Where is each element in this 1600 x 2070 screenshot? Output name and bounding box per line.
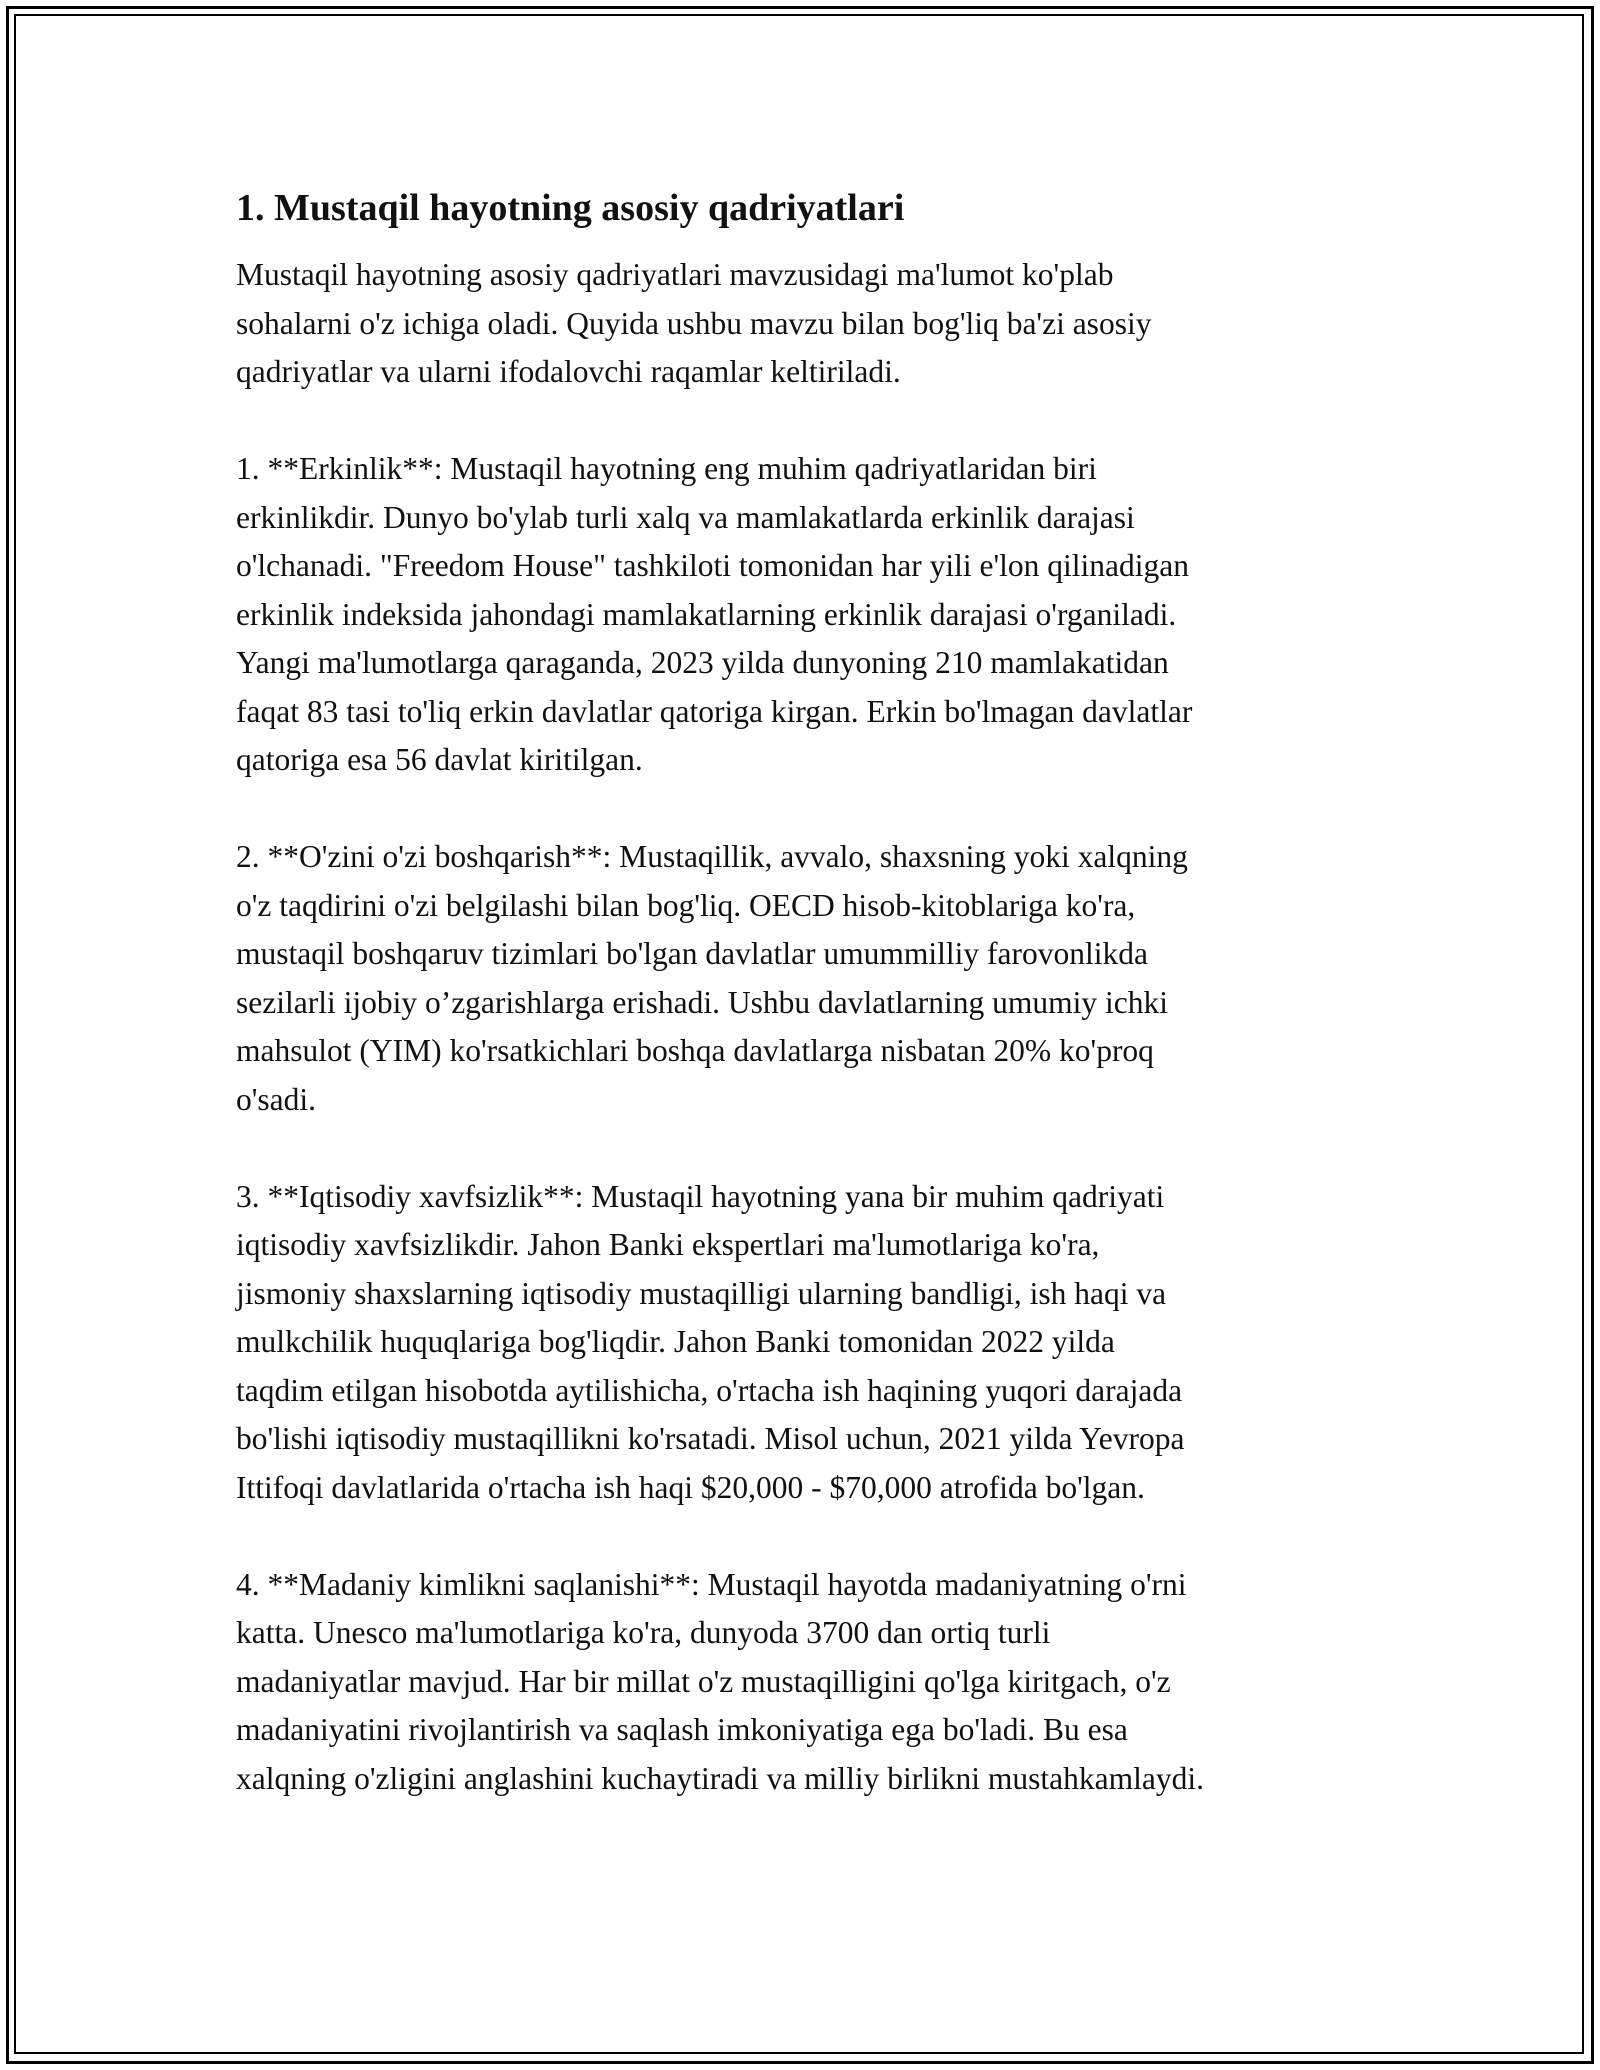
paragraph-erkinlik: 1. **Erkinlik**: Mustaqil hayotning eng muhim qadriyatlaridan biri erkinlikdir. Dunyo bo'ylab turli xalq va mamlakatlarda erkinlik darajasi o'lchanadi. "Freedom House" tashkiloti tomonidan har yili e'lon qilinadigan erkinlik indeksida jahondagi mamlakatlarning erkinlik darajasi o'rganiladi. Yangi ma'lumotlarga qaraganda, 2023 yilda dunyoning 210 mamlakatidan faqat 83 tasi to'liq erkin davlatlar qatoriga kirgan. Erkin bo'lmagan davlatlar qatoriga esa 56 davlat kiritilgan. [236,451,1193,777]
paragraph-intro: Mustaqil hayotning asosiy qadriyatlari mavzusidagi ma'lumot ko'plab sohalarni o'z ichiga oladi. Quyida ushbu mavzu bilan bog'liq ba'zi asosiy qadriyatlar va ularni ifodalovchi raqamlar keltiriladi. [236,257,1152,389]
document-body [236,185,1416,1803]
document-title: 1. Mustaqil hayotning asosiy qadriyatlari [236,187,905,229]
paragraph-ozini-ozi-boshqarish: 2. **O'zini o'zi boshqarish**: Mustaqillik, avvalo, shaxsning yoki xalqning o'z taqdirini o'zi belgilashi bilan bog'liq. OECD hisob-kitoblariga ko'ra, mustaqil boshqaruv tizimlari bo'lgan davlatlar umummilliy farovonlikda sezilarli ijobiy o’zgarishlarga erishadi. Ushbu davlatlarning umumiy ichki mahsulot (YIM) ko'rsatkichlari boshqa davlatlarga nisbatan 20% ko'proq o'sadi. [236,839,1188,1117]
paragraph-iqtisodiy-xavfsizlik: 3. **Iqtisodiy xavfsizlik**: Mustaqil hayotning yana bir muhim qadriyati iqtisodiy xavfsizlikdir. Jahon Banki ekspertlari ma'lumotlariga ko'ra, jismoniy shaxslarning iqtisodiy mustaqilligi ularning bandligi, ish haqi va mulkchilik huquqlariga bog'liqdir. Jahon Banki tomonidan 2022 yilda taqdim etilgan hisobotda aytilishicha, o'rtacha ish haqining yuqori darajada bo'lishi iqtisodiy mustaqillikni ko'rsatadi. Misol uchun, 2021 yilda Yevropa Ittifoqi davlatlarida o'rtacha ish haqi $20,000 - $70,000 atrofida bo'lgan. [236,1178,1185,1505]
paragraph-madaniy-kimlik: 4. **Madaniy kimlikni saqlanishi**: Mustaqil hayotda madaniyatning o'rni katta. Unesco ma'lumotlariga ko'ra, dunyoda 3700 dan ortiq turli madaniyatlar mavjud. Har bir millat o'z mustaqilligini qo'lga kiritgach, o'z madaniyatini rivojlantirish va saqlash imkoniyatiga ega bo'ladi. Bu esa xalqning o'zligini anglashini kuchaytiradi va milliy birlikni mustahkamlaydi. [236,1566,1205,1796]
